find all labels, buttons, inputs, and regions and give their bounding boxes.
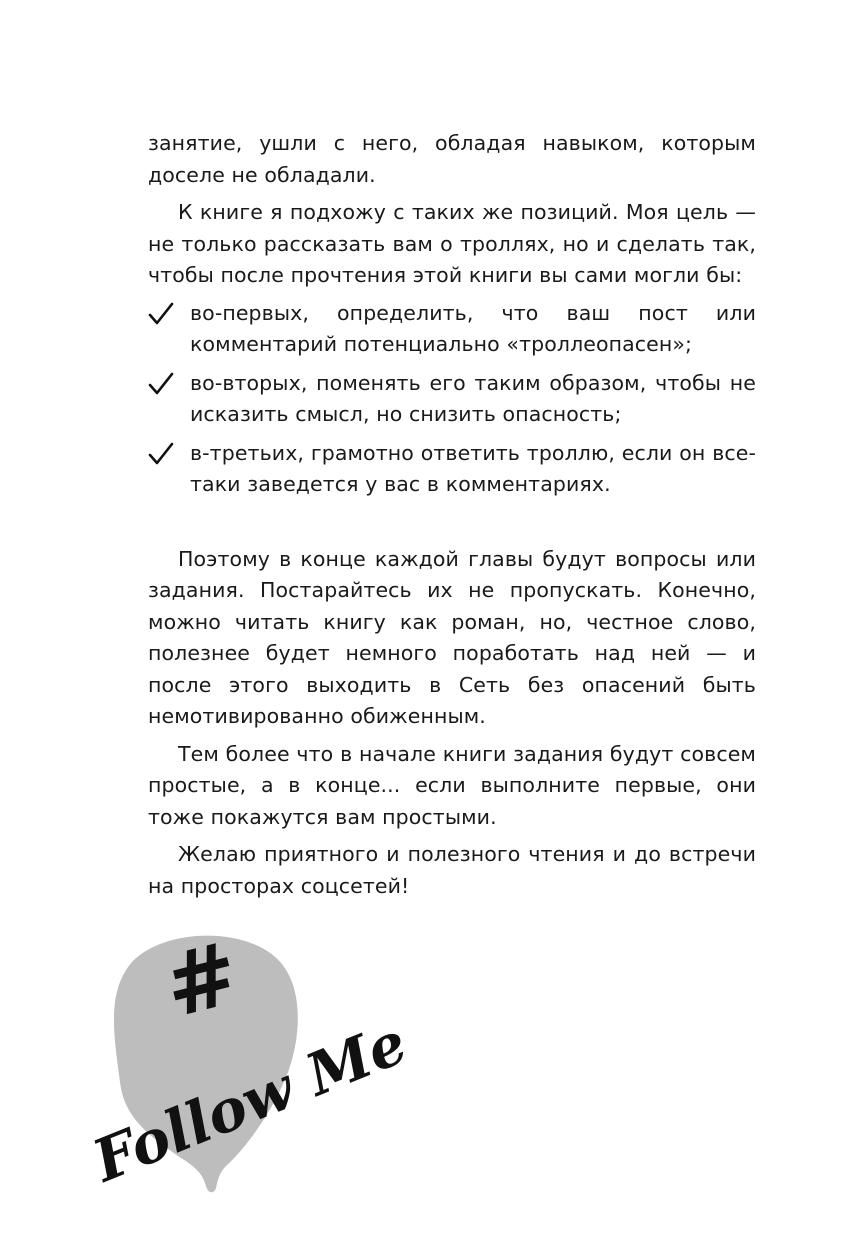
checklist-item	[148, 438, 756, 501]
follow-me-badge	[70, 922, 416, 1202]
follow-me-illustration	[70, 922, 416, 1202]
hashtag-glyph: #	[154, 923, 249, 1038]
checkmark-icon	[148, 302, 174, 326]
paragraph-tasks: Поэтому в конце каждой главы будут вопросы или задания. Постарайтесь их не пропускать. Конечно, можно читать книгу как роман, но, честное слово, полезнее будет немного поработать над ней — и после этого выходить в Сеть без опасений быть немотивированно обиженным.	[148, 546, 756, 728]
paragraph-intro: К книге я подхожу с таких же позиций. Моя цель — не только рассказать вам о троллях, но и сделать так, чтобы после прочтения этой книги вы сами могли бы:	[148, 200, 756, 287]
section-gap	[148, 508, 756, 544]
paragraph-simple: Тем более что в начале книги задания будут совсем простые, а в конце... если выполните первые, они тоже покажутся вам простыми.	[148, 741, 756, 829]
paragraph-continuation: занятие, ушли с него, обладая навыком, которым доселе не обладали.	[148, 131, 756, 187]
checklist-item	[148, 368, 756, 431]
paragraph-wish: Желаю приятного и полезного чтения и до встречи на просторах соцсетей!	[148, 842, 756, 898]
checkmark-icon	[148, 372, 174, 396]
checklist-item-text: во-первых, определить, что ваш пост или комментарий потенциально «троллеопасен»;	[190, 300, 756, 356]
page-body	[148, 128, 756, 902]
checklist-item-text: в-третьих, грамотно ответить троллю, если он все-таки заведется у вас в комментариях.	[190, 440, 756, 496]
checklist	[148, 298, 756, 501]
checklist-item	[148, 298, 756, 361]
checkmark-icon	[148, 442, 174, 466]
follow-me-text: Follow Me	[83, 1008, 416, 1196]
checklist-item-text: во-вторых, поменять его таким образом, чтобы не исказить смысл, но снизить опасность;	[190, 370, 756, 426]
